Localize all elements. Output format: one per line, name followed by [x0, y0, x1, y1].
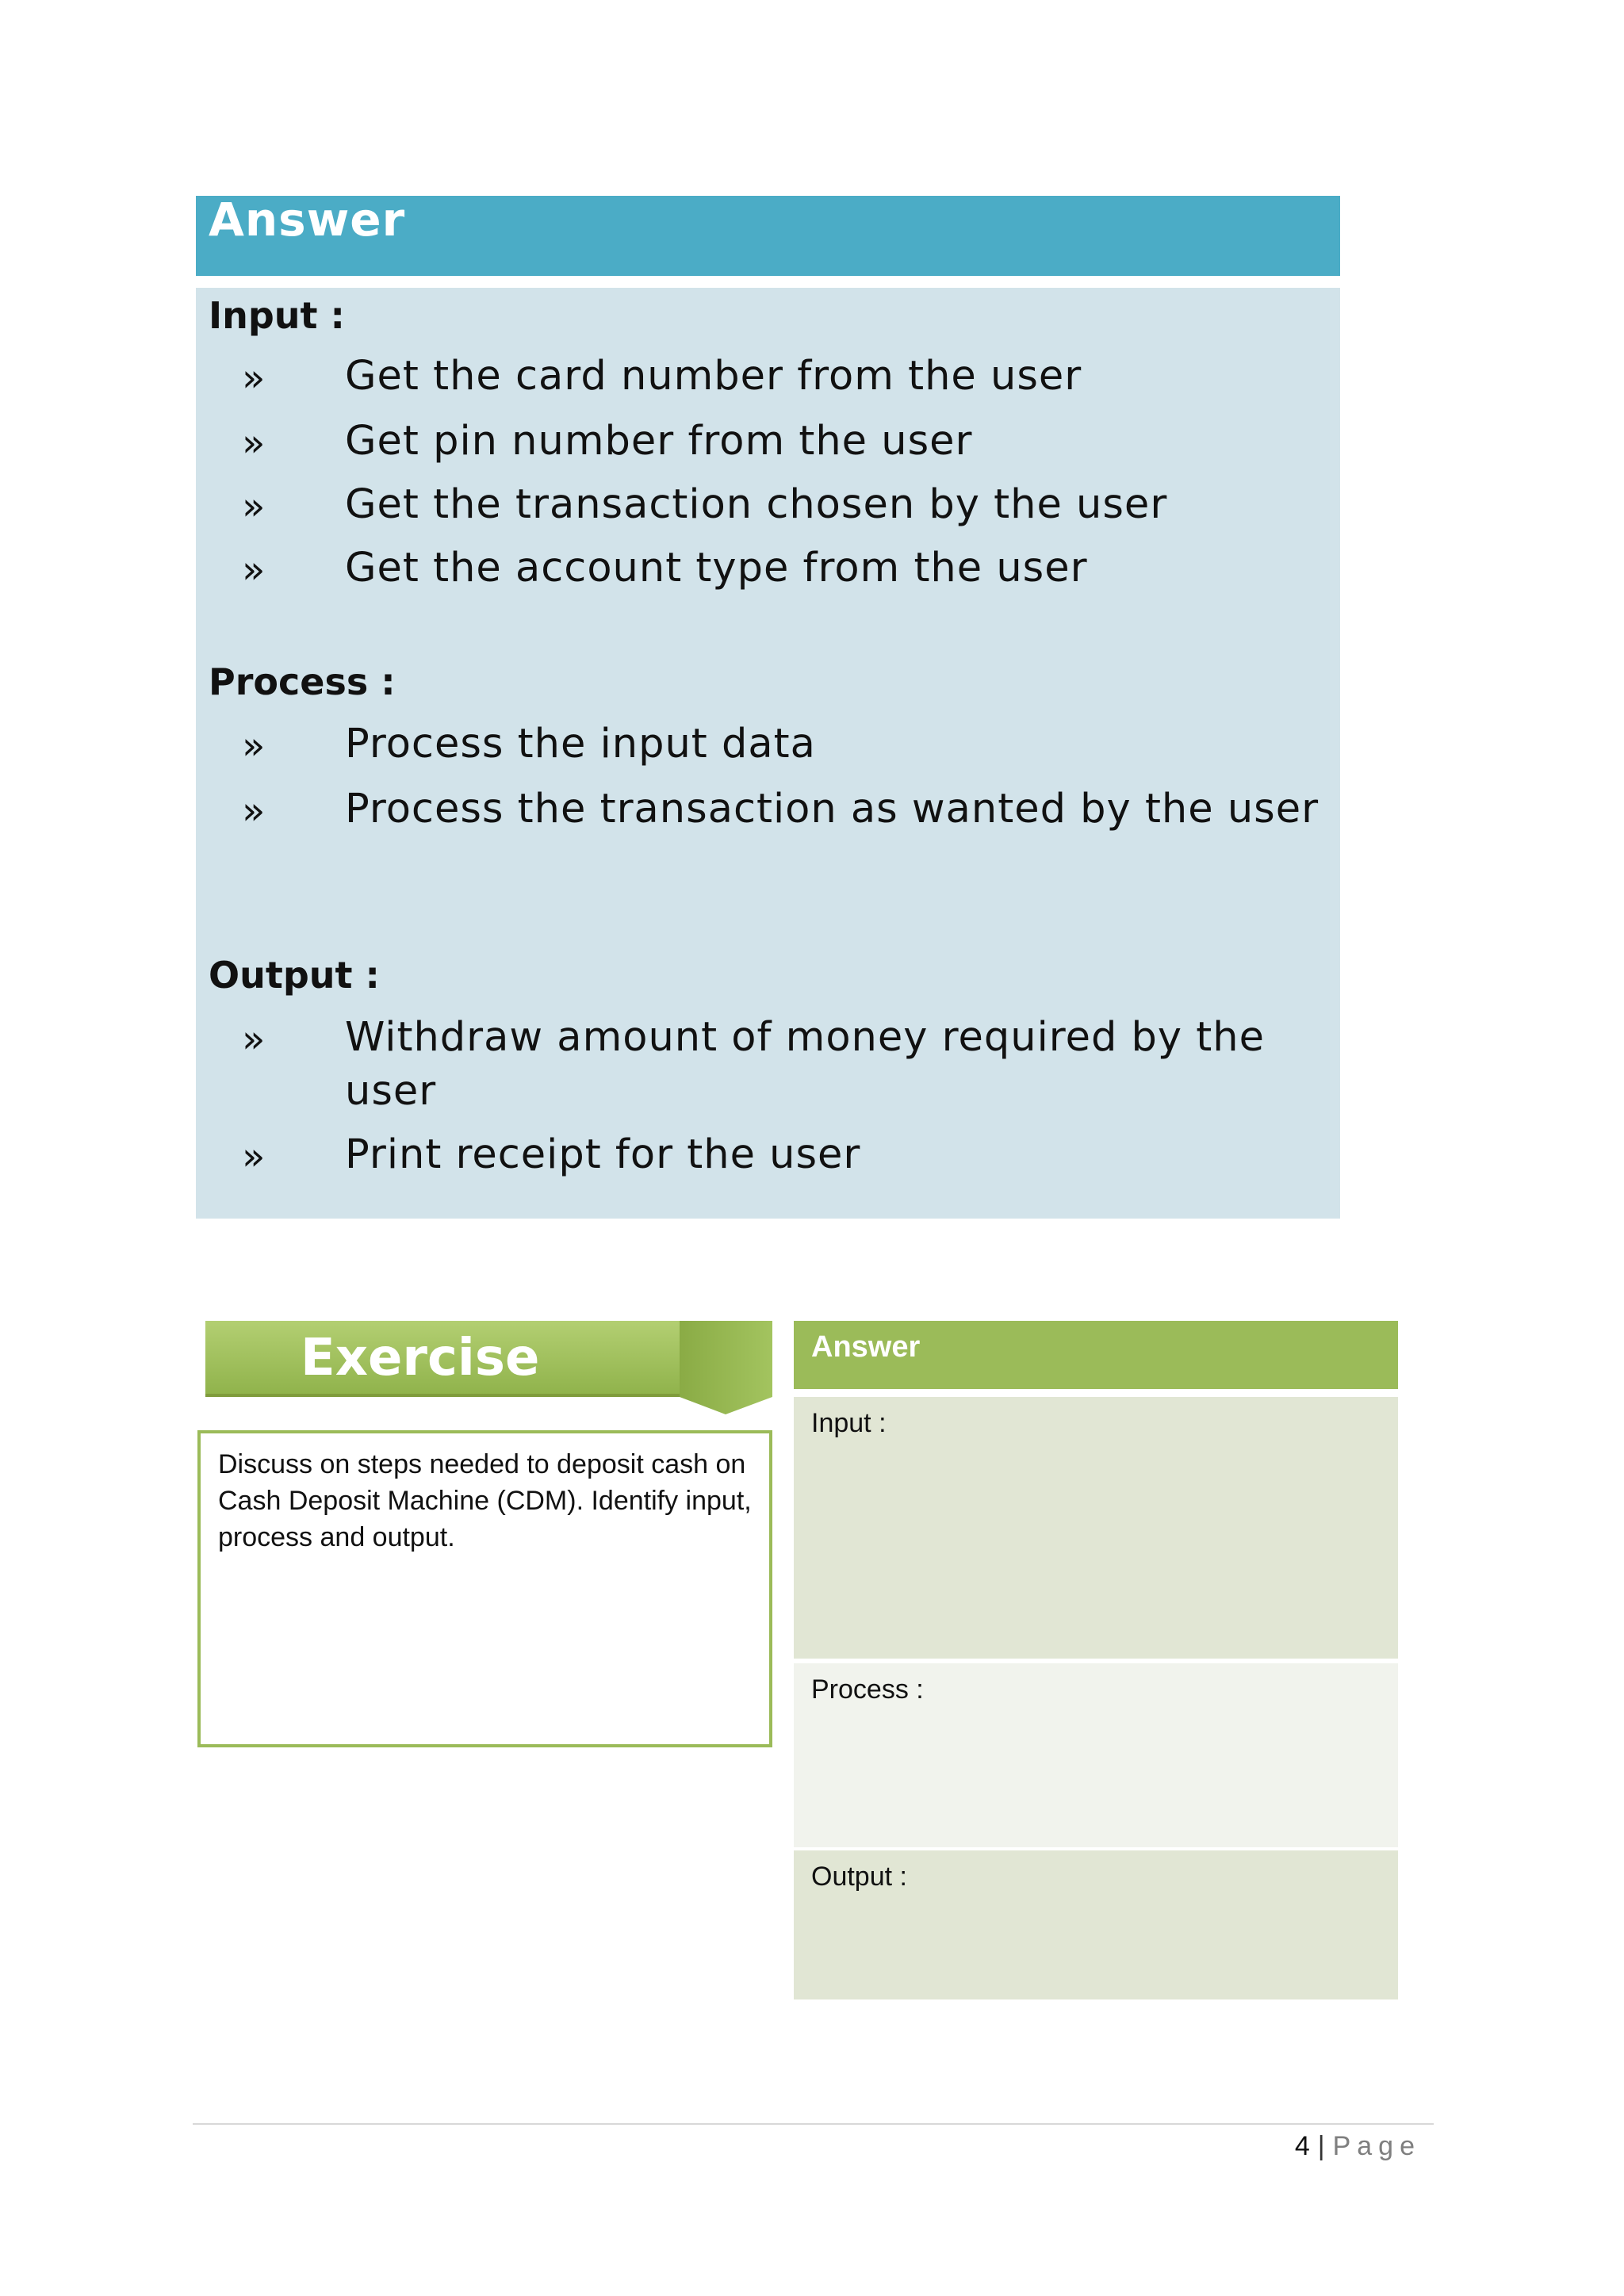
- input-heading: Input :: [209, 294, 345, 337]
- bullet-icon: »: [242, 724, 266, 768]
- answer-table-title: Answer: [811, 1330, 921, 1364]
- output-item: Withdraw amount of money required by the user: [345, 1014, 1266, 1115]
- bullet-icon: »: [242, 421, 266, 465]
- page-footer: [1295, 2131, 1421, 2162]
- answer-title: Answer: [209, 193, 406, 247]
- page-label: Page: [1332, 2131, 1421, 2161]
- exercise-banner: [205, 1321, 772, 1397]
- bullet-icon: »: [242, 548, 266, 592]
- exercise-box: [197, 1430, 772, 1747]
- input-item: Get the card number from the user: [345, 353, 1082, 400]
- answer-row-label: Process :: [811, 1674, 924, 1705]
- bullet-icon: »: [242, 484, 266, 529]
- input-item: Get pin number from the user: [345, 418, 973, 465]
- answer-header: [196, 193, 1340, 276]
- input-item: Get the transaction chosen by the user: [345, 481, 1168, 528]
- answer-row-output[interactable]: [794, 1850, 1398, 1999]
- bullet-icon: »: [242, 356, 266, 400]
- process-item: Process the transaction as wanted by the user: [345, 786, 1320, 832]
- bullet-icon: »: [242, 1135, 266, 1179]
- exercise-text: Discuss on steps needed to deposit cash on Cash Deposit Machine (CDM). Identify input, process and output.: [218, 1449, 752, 1552]
- answer-row-label: Input :: [811, 1408, 887, 1438]
- answer-row-process[interactable]: [794, 1663, 1398, 1847]
- output-heading: Output :: [209, 954, 380, 997]
- answer-row-input[interactable]: [794, 1397, 1398, 1659]
- answer-table-header: [794, 1321, 1398, 1389]
- footer-divider: [193, 2123, 1434, 2125]
- bullet-icon: »: [242, 789, 266, 833]
- process-heading: Process :: [209, 660, 396, 703]
- process-item: Process the input data: [345, 721, 816, 767]
- bullet-icon: »: [242, 1017, 266, 1062]
- page-number: 4: [1294, 2131, 1310, 2161]
- answer-body: [196, 288, 1340, 1219]
- exercise-title: Exercise: [301, 1329, 540, 1387]
- output-item: Print receipt for the user: [345, 1131, 861, 1178]
- input-item: Get the account type from the user: [345, 545, 1088, 591]
- footer-separator: |: [1317, 2131, 1325, 2161]
- answer-row-label: Output :: [811, 1862, 907, 1892]
